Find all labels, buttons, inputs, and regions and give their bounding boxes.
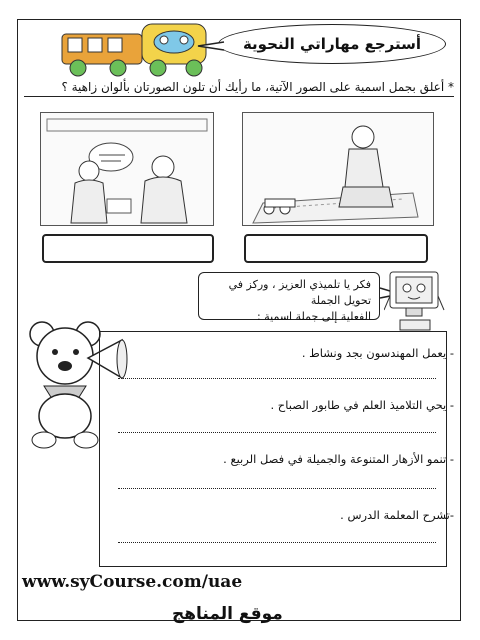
answer-line-4[interactable] [118,542,436,543]
title-bubble [218,24,446,64]
answer-box-right[interactable] [244,234,428,263]
exercise-box [99,331,447,567]
page-title: أسترجع مهاراتي النحوية [242,35,422,53]
think-line-2: الفعلية إلى جملة اسمية : [257,310,371,323]
answer-line-2[interactable] [118,432,436,433]
train-illustration [58,20,218,80]
exercise-sentence-4: -تشرح المعلمة الدرس . [340,508,454,522]
bubble-tail [196,38,226,54]
computer-character-illustration [384,266,446,334]
think-line-1: فكر يا تلميذي العزيز ، وركز في تحويل الجملة [228,278,371,307]
think-bubble [198,272,380,323]
exercise-sentence-2: - يحي التلاميذ العلم في طابور الصباح . [270,398,454,412]
girls-talking-illustration [40,112,214,226]
exercise-sentence-1: - يعمل المهندسون بجد ونشاط . [301,346,454,360]
footer-url[interactable]: www.syCourse.com/uae [22,572,243,592]
answer-line-3[interactable] [118,488,436,489]
footer-site-name: موقع المناهج [172,604,283,624]
answer-box-left[interactable] [42,234,214,263]
instruction-text: * أعلق بجمل اسمية على الصور الآتية، ما رأيك أن تلون الصورتان بألوان زاهية ؟ [24,80,454,97]
exercise-sentence-3: - تنمو الأزهار المتنوعة والجميلة في فصل الربيع . [223,452,454,466]
answer-line-1[interactable] [118,378,436,379]
boy-praying-illustration [242,112,434,226]
